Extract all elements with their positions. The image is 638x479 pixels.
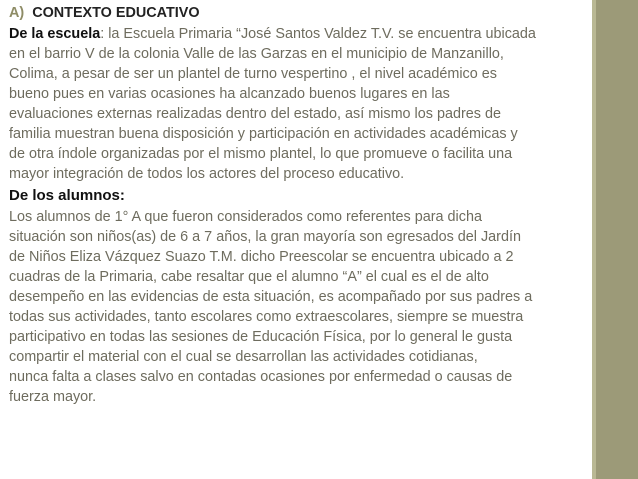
- school-paragraph: [9, 24, 599, 184]
- students-line: de Niños Eliza Vázquez Suazo T.M. dicho Preescolar se encuentra ubicado a 2: [9, 249, 514, 265]
- students-line: nunca falta a clases salvo en contadas ocasiones por enfermedad o causas de: [9, 369, 513, 385]
- students-line: participativo en todas las sesiones de Educación Física, por lo general le gusta: [9, 329, 513, 345]
- students-heading: De los alumnos:: [9, 187, 125, 204]
- students-line: todas sus actividades, tanto escolares como extraescolares, siempre se muestra: [9, 309, 524, 325]
- school-line: familia muestran buena disposición y participación en actividades académicas y: [9, 126, 518, 142]
- slide-content: [9, 3, 599, 407]
- school-line: Colima, a pesar de ser un plantel de turno vespertino , el nivel académico es: [9, 66, 497, 82]
- section-prefix: A): [9, 5, 25, 21]
- decorative-sidebar: [596, 0, 638, 479]
- school-label: De la escuela: [9, 26, 101, 42]
- students-line: compartir el material con el cual se desarrollan las actividades cotidianas,: [9, 349, 478, 365]
- school-line: de otra índole organizadas por el mismo plantel, lo que promueve o facilita una: [9, 146, 513, 162]
- school-line: bueno pues en varias ocasiones ha alcanzado buenos lugares en las: [9, 86, 450, 102]
- students-paragraph: [9, 207, 599, 407]
- section-title: CONTEXTO EDUCATIVO: [32, 5, 200, 21]
- section-heading: [9, 3, 599, 23]
- students-line: situación son niños(as) de 6 a 7 años, la gran mayoría son egresados del Jardín: [9, 229, 521, 245]
- students-line: cuadras de la Primaria, cabe resaltar que el alumno “A” el cual es el de alto: [9, 269, 489, 285]
- school-line: evaluaciones externas realizadas dentro del estado, así mismo los padres de: [9, 106, 501, 122]
- school-line: De la escuela: la Escuela Primaria “José Santos Valdez T.V. se encuentra ubicada: [9, 26, 536, 42]
- school-line: mayor integración de todos los actores del proceso educativo.: [9, 166, 405, 182]
- students-line: fuerza mayor.: [9, 389, 97, 405]
- students-line: Los alumnos de 1° A que fueron considerados como referentes para dicha: [9, 209, 482, 225]
- school-line: en el barrio V de la colonia Valle de las Garzas en el municipio de Manzanillo,: [9, 46, 504, 62]
- students-line: desempeño en las evidencias de esta situación, es acompañado por sus padres a: [9, 289, 533, 305]
